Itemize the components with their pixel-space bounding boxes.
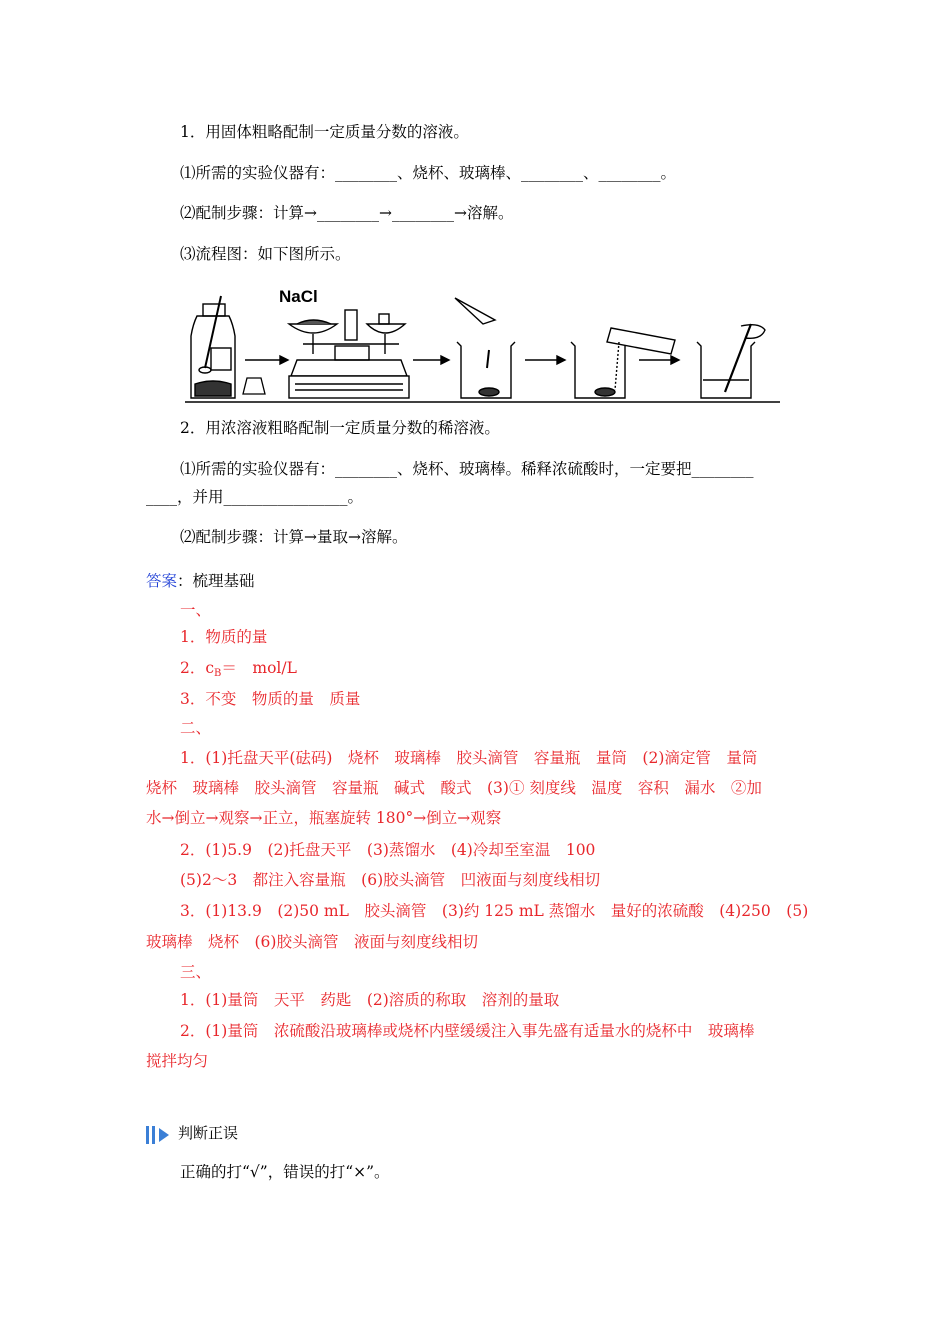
part2-question-1b: ____，并用________________。 <box>146 488 364 506</box>
answer-2-1a: 1．(1)托盘天平(砝码) 烧杯 玻璃棒 胶头滴管 容量瓶 量筒 (2)滴定管 量筒 <box>180 749 758 767</box>
part1-question-2: ⑵配制步骤：计算→________→________→溶解。 <box>180 204 514 222</box>
arrow-icon <box>245 356 288 364</box>
judge-heading: 判断正误 <box>178 1124 239 1142</box>
beaker-with-paper-icon <box>455 298 515 398</box>
reagent-jar-icon <box>191 296 235 398</box>
nacl-label: NaCl <box>279 287 318 306</box>
answer-2-3a: 3．(1)13.9 (2)50 mL 胶头滴管 (3)约 125 mL 蒸馏水 量好的浓硫酸 (4)250 (5) <box>180 902 809 920</box>
answer-3-2a: 2．(1)量筒 浓硫酸沿玻璃棒或烧杯内壁缓缓注入事先盛有适量水的烧杯中 玻璃棒 <box>180 1022 755 1040</box>
answer-1-2-post: ＝ mol/L <box>221 659 297 677</box>
answer-2-2a: 2．(1)5.9 (2)托盘天平 (3)蒸馏水 (4)冷却至室温 100 <box>180 841 596 859</box>
answer-heading <box>146 571 255 591</box>
weighing-paper-icon <box>243 378 265 394</box>
part1-question-3: ⑶流程图：如下图所示。 <box>180 245 351 263</box>
pouring-cylinder-icon <box>571 328 675 398</box>
answer-1-2-pre: 2．c <box>180 659 215 677</box>
part2-title: 2．用浓溶液粗略配制一定质量分数的稀溶液。 <box>180 419 500 437</box>
answer-label: 答案 <box>146 572 178 590</box>
stirring-beaker-icon <box>697 324 765 398</box>
answer-section-3: 三、 <box>180 963 212 981</box>
answer-2-1c: 水→倒立→观察→正立，瓶塞旋转 180°→倒立→观察 <box>146 809 502 827</box>
answer-section-1: 一、 <box>180 601 212 619</box>
arrow-icon <box>525 356 565 364</box>
balance-icon <box>289 310 409 398</box>
answer-1-3: 3．不变 物质的量 质量 <box>180 690 361 708</box>
answer-3-1: 1．(1)量筒 天平 药匙 (2)溶质的称取 溶剂的量取 <box>180 991 560 1009</box>
answer-2-2b: (5)2～3 都注入容量瓶 (6)胶头滴管 凹液面与刻度线相切 <box>180 871 601 889</box>
part2-question-2: ⑵配制步骤：计算→量取→溶解。 <box>180 528 408 546</box>
section-marker-icon <box>146 1125 174 1145</box>
arrow-icon <box>413 356 449 364</box>
judge-instruction: 正确的打“√”，错误的打“×”。 <box>180 1163 390 1181</box>
answer-section-2: 二、 <box>180 719 212 737</box>
answer-topic: ：梳理基础 <box>177 572 255 590</box>
part1-question-1: ⑴所需的实验仪器有：________、烧杯、玻璃棒、________、________。 <box>180 164 677 182</box>
answer-1-2-subscript: B <box>214 668 222 679</box>
arrow-icon <box>639 356 679 364</box>
part1-title: 1．用固体粗略配制一定质量分数的溶液。 <box>180 123 469 141</box>
answer-2-3b: 玻璃棒 烧杯 (6)胶头滴管 液面与刻度线相切 <box>146 933 478 951</box>
answer-3-2b: 搅拌均匀 <box>146 1052 209 1070</box>
part2-question-1a: ⑴所需的实验仪器有：________、烧杯、玻璃棒。稀释浓硫酸时，一定要把________ <box>180 460 754 478</box>
answer-1-2 <box>180 658 297 684</box>
answer-1-1: 1．物质的量 <box>180 628 268 646</box>
answer-2-1b: 烧杯 玻璃棒 胶头滴管 容量瓶 碱式 酸式 (3)① 刻度线 温度 容积 漏水 ②加 <box>146 779 762 797</box>
solution-preparation-flow-diagram <box>185 284 780 408</box>
